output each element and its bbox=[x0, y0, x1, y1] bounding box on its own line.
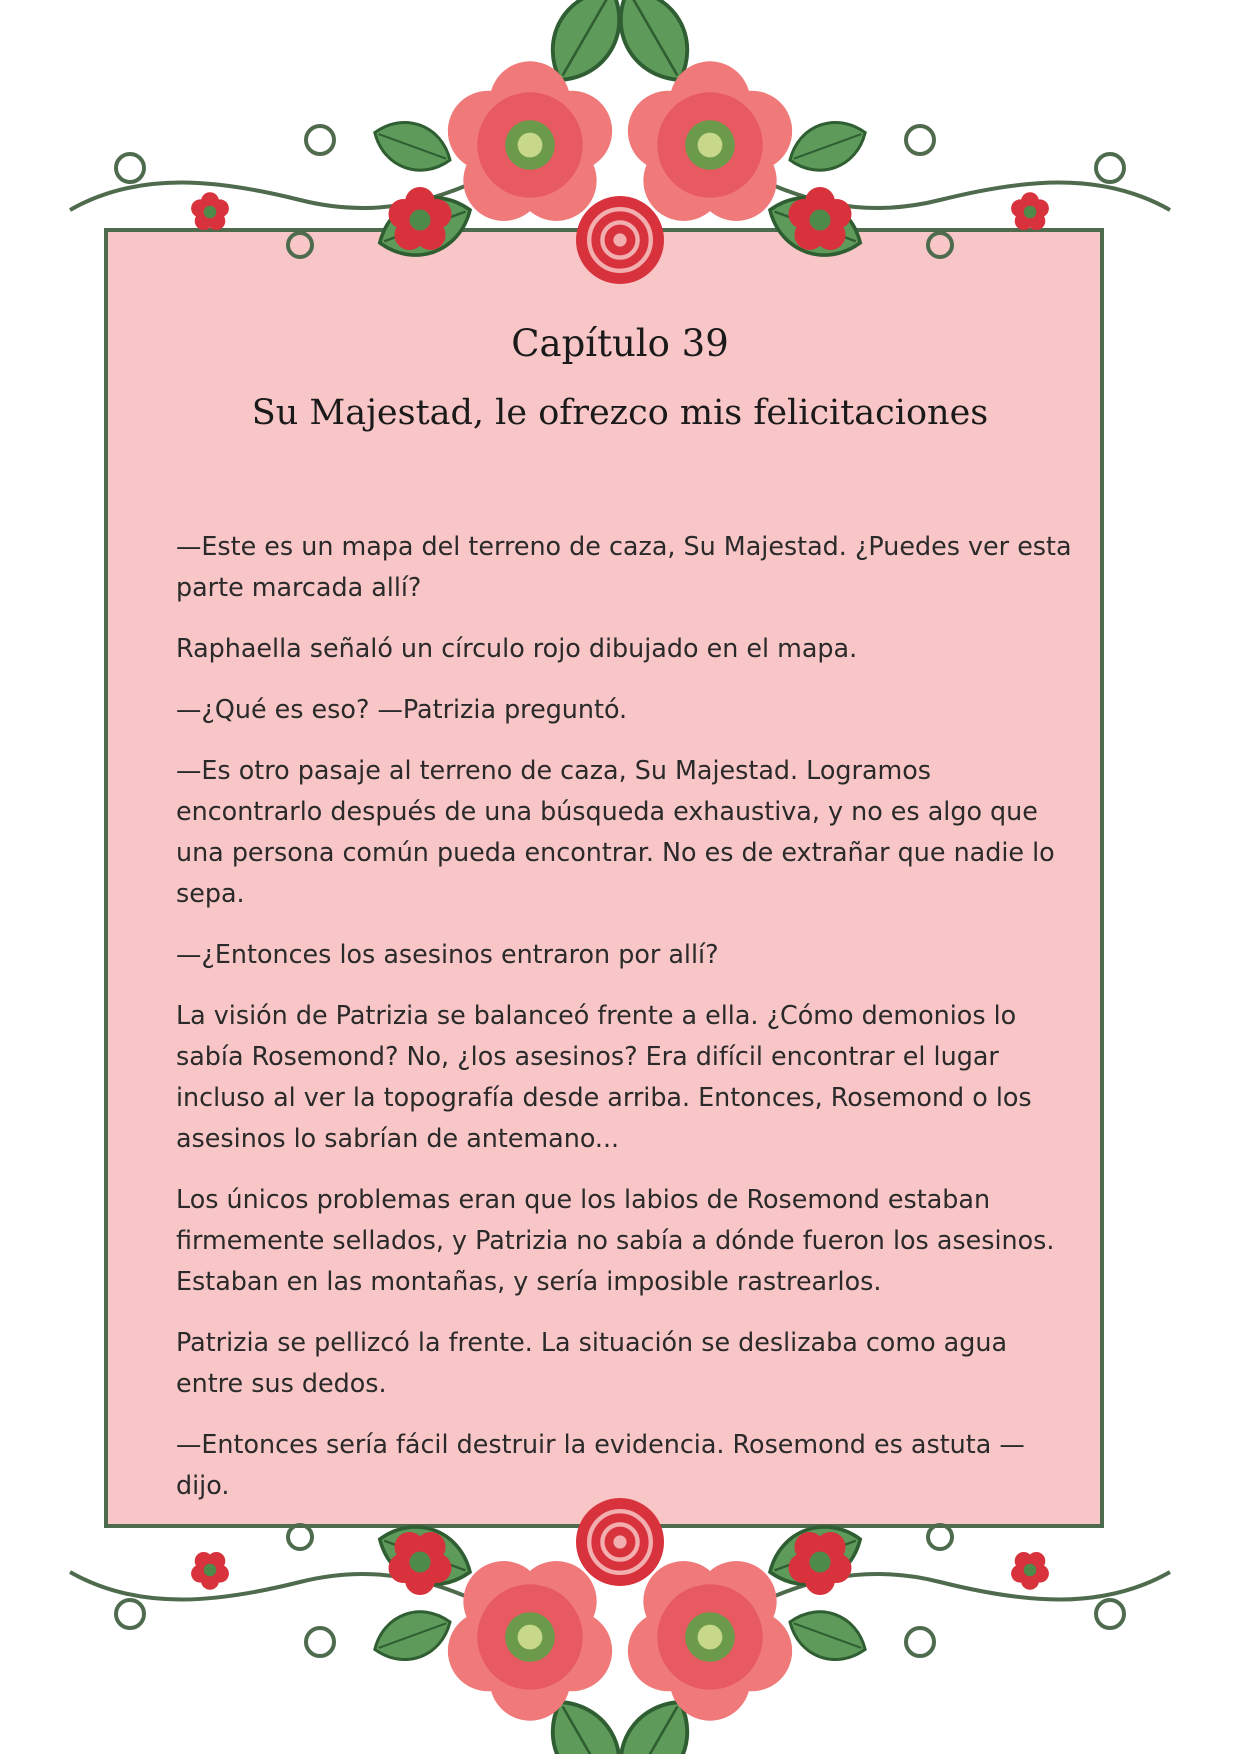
chapter-subtitle: Su Majestad, le ofrezco mis felicitaciones bbox=[251, 393, 989, 433]
paragraph: Raphaella señaló un círculo rojo dibujado en el mapa. bbox=[176, 633, 858, 663]
floral-border-top bbox=[70, 0, 1170, 284]
chapter-body bbox=[176, 526, 1076, 1526]
paragraph: —Este es un mapa del terreno de caza, Su Majestad. ¿Puedes ver esta parte marcada allí? bbox=[176, 531, 1072, 602]
chapter-title: Capítulo 39 bbox=[511, 322, 729, 365]
paragraph: —¿Qué es eso? —Patrizia preguntó. bbox=[176, 694, 628, 724]
paragraph: —¿Entonces los asesinos entraron por allí? bbox=[176, 939, 719, 969]
paragraph: Patrizia se pellizcó la frente. La situación se deslizaba como agua entre sus dedos. bbox=[176, 1327, 1008, 1398]
paragraph: —Entonces sería fácil destruir la evidencia. Rosemond es astuta —dijo. bbox=[176, 1429, 1025, 1500]
floral-border-bottom bbox=[70, 1498, 1170, 1754]
paragraph: La visión de Patrizia se balanceó frente a ella. ¿Cómo demonios lo sabía Rosemond? No, ¿los asesinos? Era difícil encontrar el lugar incluso al ver la topografía desde arriba. Entonces, Rosemond o los asesinos lo sabrían de antemano... bbox=[176, 1000, 1032, 1153]
paragraph: —Es otro pasaje al terreno de caza, Su Majestad. Logramos encontrarlo después de una búsqueda exhaustiva, y no es algo que una persona común pueda encontrar. No es de extrañar que nadie lo sepa. bbox=[176, 755, 1055, 908]
paragraph: Los únicos problemas eran que los labios de Rosemond estaban firmemente sellados, y Patrizia no sabía a dónde fueron los asesinos. Estaban en las montañas, y sería imposible rastrearlos. bbox=[176, 1184, 1055, 1296]
